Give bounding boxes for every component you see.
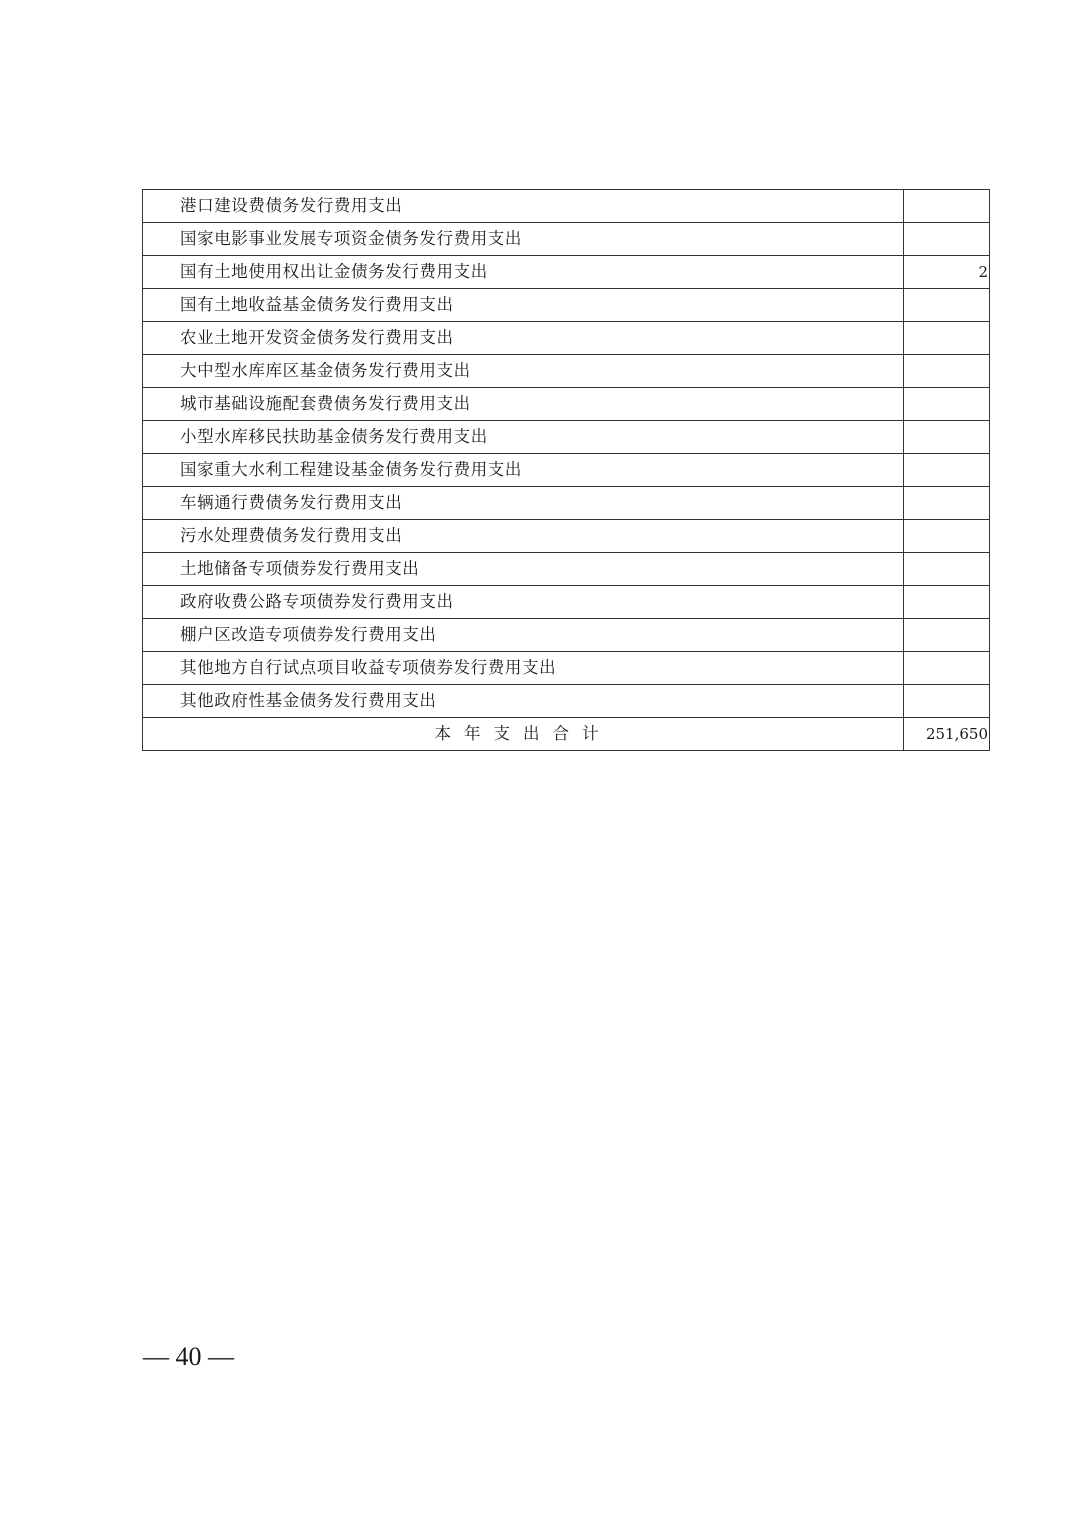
table-row [143, 685, 990, 718]
row-item-name: 港口建设费债务发行费用支出 [143, 190, 904, 223]
table-row [143, 454, 990, 487]
row-item-value [904, 586, 990, 619]
table-row [143, 421, 990, 454]
page-number: — 40 — [143, 1342, 234, 1371]
row-item-value [904, 553, 990, 586]
row-item-value [904, 487, 990, 520]
row-item-value [904, 520, 990, 553]
table-row [143, 553, 990, 586]
row-item-value [904, 388, 990, 421]
row-item-name: 车辆通行费债务发行费用支出 [143, 487, 904, 520]
table-row [143, 190, 990, 223]
table-row [143, 652, 990, 685]
row-item-value [904, 652, 990, 685]
row-item-name: 大中型水库库区基金债务发行费用支出 [143, 355, 904, 388]
row-item-value [904, 421, 990, 454]
row-item-name: 其他地方自行试点项目收益专项债券发行费用支出 [143, 652, 904, 685]
row-item-name: 棚户区改造专项债券发行费用支出 [143, 619, 904, 652]
table-row [143, 322, 990, 355]
row-item-name: 其他政府性基金债务发行费用支出 [143, 685, 904, 718]
row-item-name: 国家重大水利工程建设基金债务发行费用支出 [143, 454, 904, 487]
expenditure-table-body [143, 190, 990, 751]
row-item-value [904, 355, 990, 388]
expenditure-table [142, 189, 990, 751]
row-item-value: 2 [904, 256, 990, 289]
row-item-name: 国家电影事业发展专项资金债务发行费用支出 [143, 223, 904, 256]
table-row [143, 619, 990, 652]
row-item-name: 城市基础设施配套费债务发行费用支出 [143, 388, 904, 421]
row-item-value [904, 223, 990, 256]
row-item-value [904, 619, 990, 652]
row-item-name: 小型水库移民扶助基金债务发行费用支出 [143, 421, 904, 454]
table-row [143, 520, 990, 553]
total-value: 251,650 [904, 718, 990, 751]
row-item-name: 国有土地收益基金债务发行费用支出 [143, 289, 904, 322]
row-item-name: 农业土地开发资金债务发行费用支出 [143, 322, 904, 355]
row-item-name: 国有土地使用权出让金债务发行费用支出 [143, 256, 904, 289]
table-row [143, 256, 990, 289]
row-item-name: 土地储备专项债券发行费用支出 [143, 553, 904, 586]
table-row [143, 586, 990, 619]
row-item-value [904, 289, 990, 322]
row-item-value [904, 190, 990, 223]
row-item-name: 污水处理费债务发行费用支出 [143, 520, 904, 553]
table-row [143, 355, 990, 388]
table-row [143, 487, 990, 520]
row-item-name: 政府收费公路专项债券发行费用支出 [143, 586, 904, 619]
row-item-value [904, 322, 990, 355]
table-row [143, 289, 990, 322]
row-item-value [904, 454, 990, 487]
table-row [143, 388, 990, 421]
table-row [143, 223, 990, 256]
row-item-value [904, 685, 990, 718]
total-label: 本年支出合计 [143, 718, 904, 751]
total-row [143, 718, 990, 751]
